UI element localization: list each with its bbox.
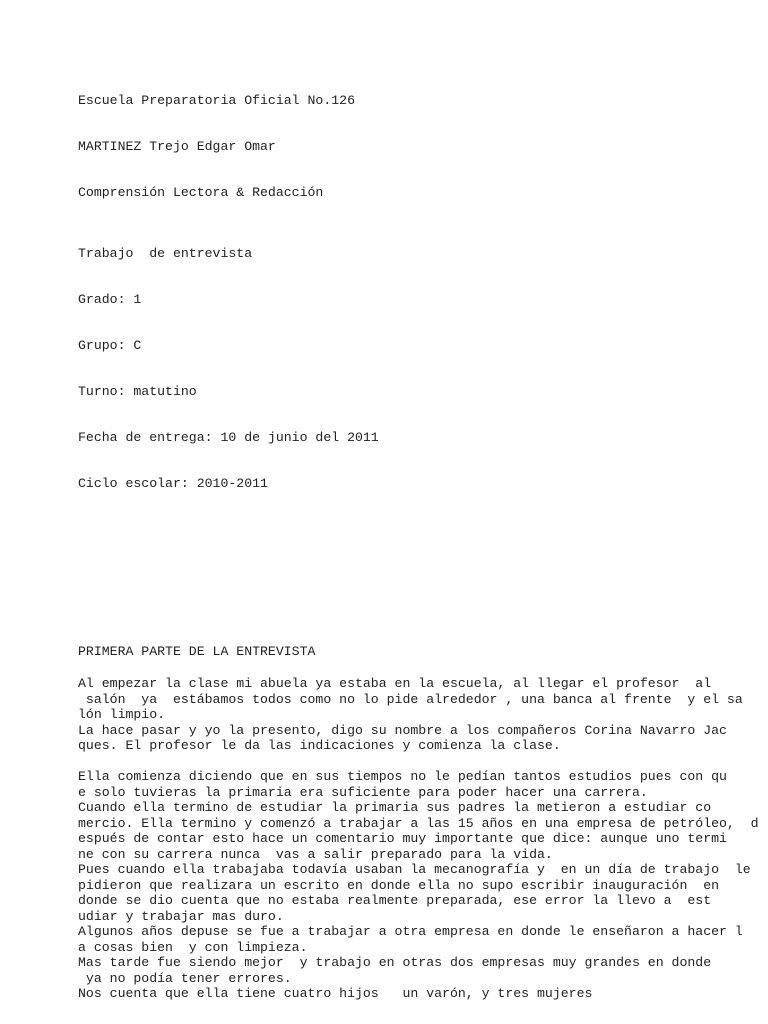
body-line: pidieron que realizara un escrito en donde ella no supo escribir inauguración en (78, 877, 720, 893)
body-line: mercio. Ella termino y comenzó a trabajar a las 15 años en una empresa de petróleo, d (78, 815, 759, 831)
body-line: Ella comienza diciendo que en sus tiempos no le pedían tantos estudios pues con qu (78, 769, 727, 784)
subject-name: Comprensión Lectora & Redacción (78, 185, 324, 200)
assignment-title: Trabajo de entrevista (78, 246, 253, 261)
body-line: espués de contar esto hace un comentario muy importante que dice: aunque uno termi (78, 831, 727, 846)
grade-line: Grado: 1 (78, 292, 142, 307)
school-name: Escuela Preparatoria Oficial No.126 (78, 93, 355, 108)
body-line: e solo tuvieras la primaria era suficiente para poder hacer una carrera. (78, 784, 648, 800)
body-line: lón limpio. (78, 707, 166, 722)
student-name: MARTINEZ Trejo Edgar Omar (78, 139, 276, 154)
paragraph-gap (78, 754, 759, 770)
body-line: ques. El profesor le da las indicaciones y comienza la clase. (78, 738, 561, 753)
interview-body (78, 676, 759, 1002)
section-heading: PRIMERA PARTE DE LA ENTREVISTA (78, 644, 316, 659)
body-line: udiar y trabajar mas duro. (78, 908, 284, 924)
body-line: ne con su carrera nunca vas a salir preparado para la vida. (78, 846, 553, 862)
body-line: Cuando ella termino de estudiar la primaria sus padres la metieron a estudiar co (78, 800, 712, 815)
school-year-line: Ciclo escolar: 2010-2011 (78, 476, 268, 491)
body-line: salón ya estábamos todos como no lo pide alrededor , una banca al frente y el sa (78, 691, 743, 707)
shift-line: Turno: matutino (78, 384, 197, 399)
body-line: La hace pasar y yo la presento, digo su nombre a los compañeros Corina Navarro Jac (78, 722, 727, 738)
group-line: Grupo: C (78, 338, 142, 353)
body-line: Algunos años depuse se fue a trabajar a otra empresa en donde le enseñaron a hacer l (78, 924, 743, 939)
body-line: ya no podía tener errores. (78, 970, 292, 986)
body-line: a cosas bien y con limpieza. (78, 939, 308, 955)
body-line: Pues cuando ella trabajaba todavía usaban la mecanografía y en un día de trabajo le (78, 862, 751, 877)
body-line: Mas tarde fue siendo mejor y trabajo en otras dos empresas muy grandes en donde (78, 955, 712, 970)
body-line: donde se dio cuenta que no estaba realmente preparada, ese error la llevo a est (78, 893, 712, 908)
body-line: Al empezar la clase mi abuela ya estaba en la escuela, al llegar el profesor al (78, 676, 712, 691)
body-line: Nos cuenta que ella tiene cuatro hijos un varón, y tres mujeres (78, 986, 593, 1001)
due-date-line: Fecha de entrega: 10 de junio del 2011 (78, 430, 379, 445)
